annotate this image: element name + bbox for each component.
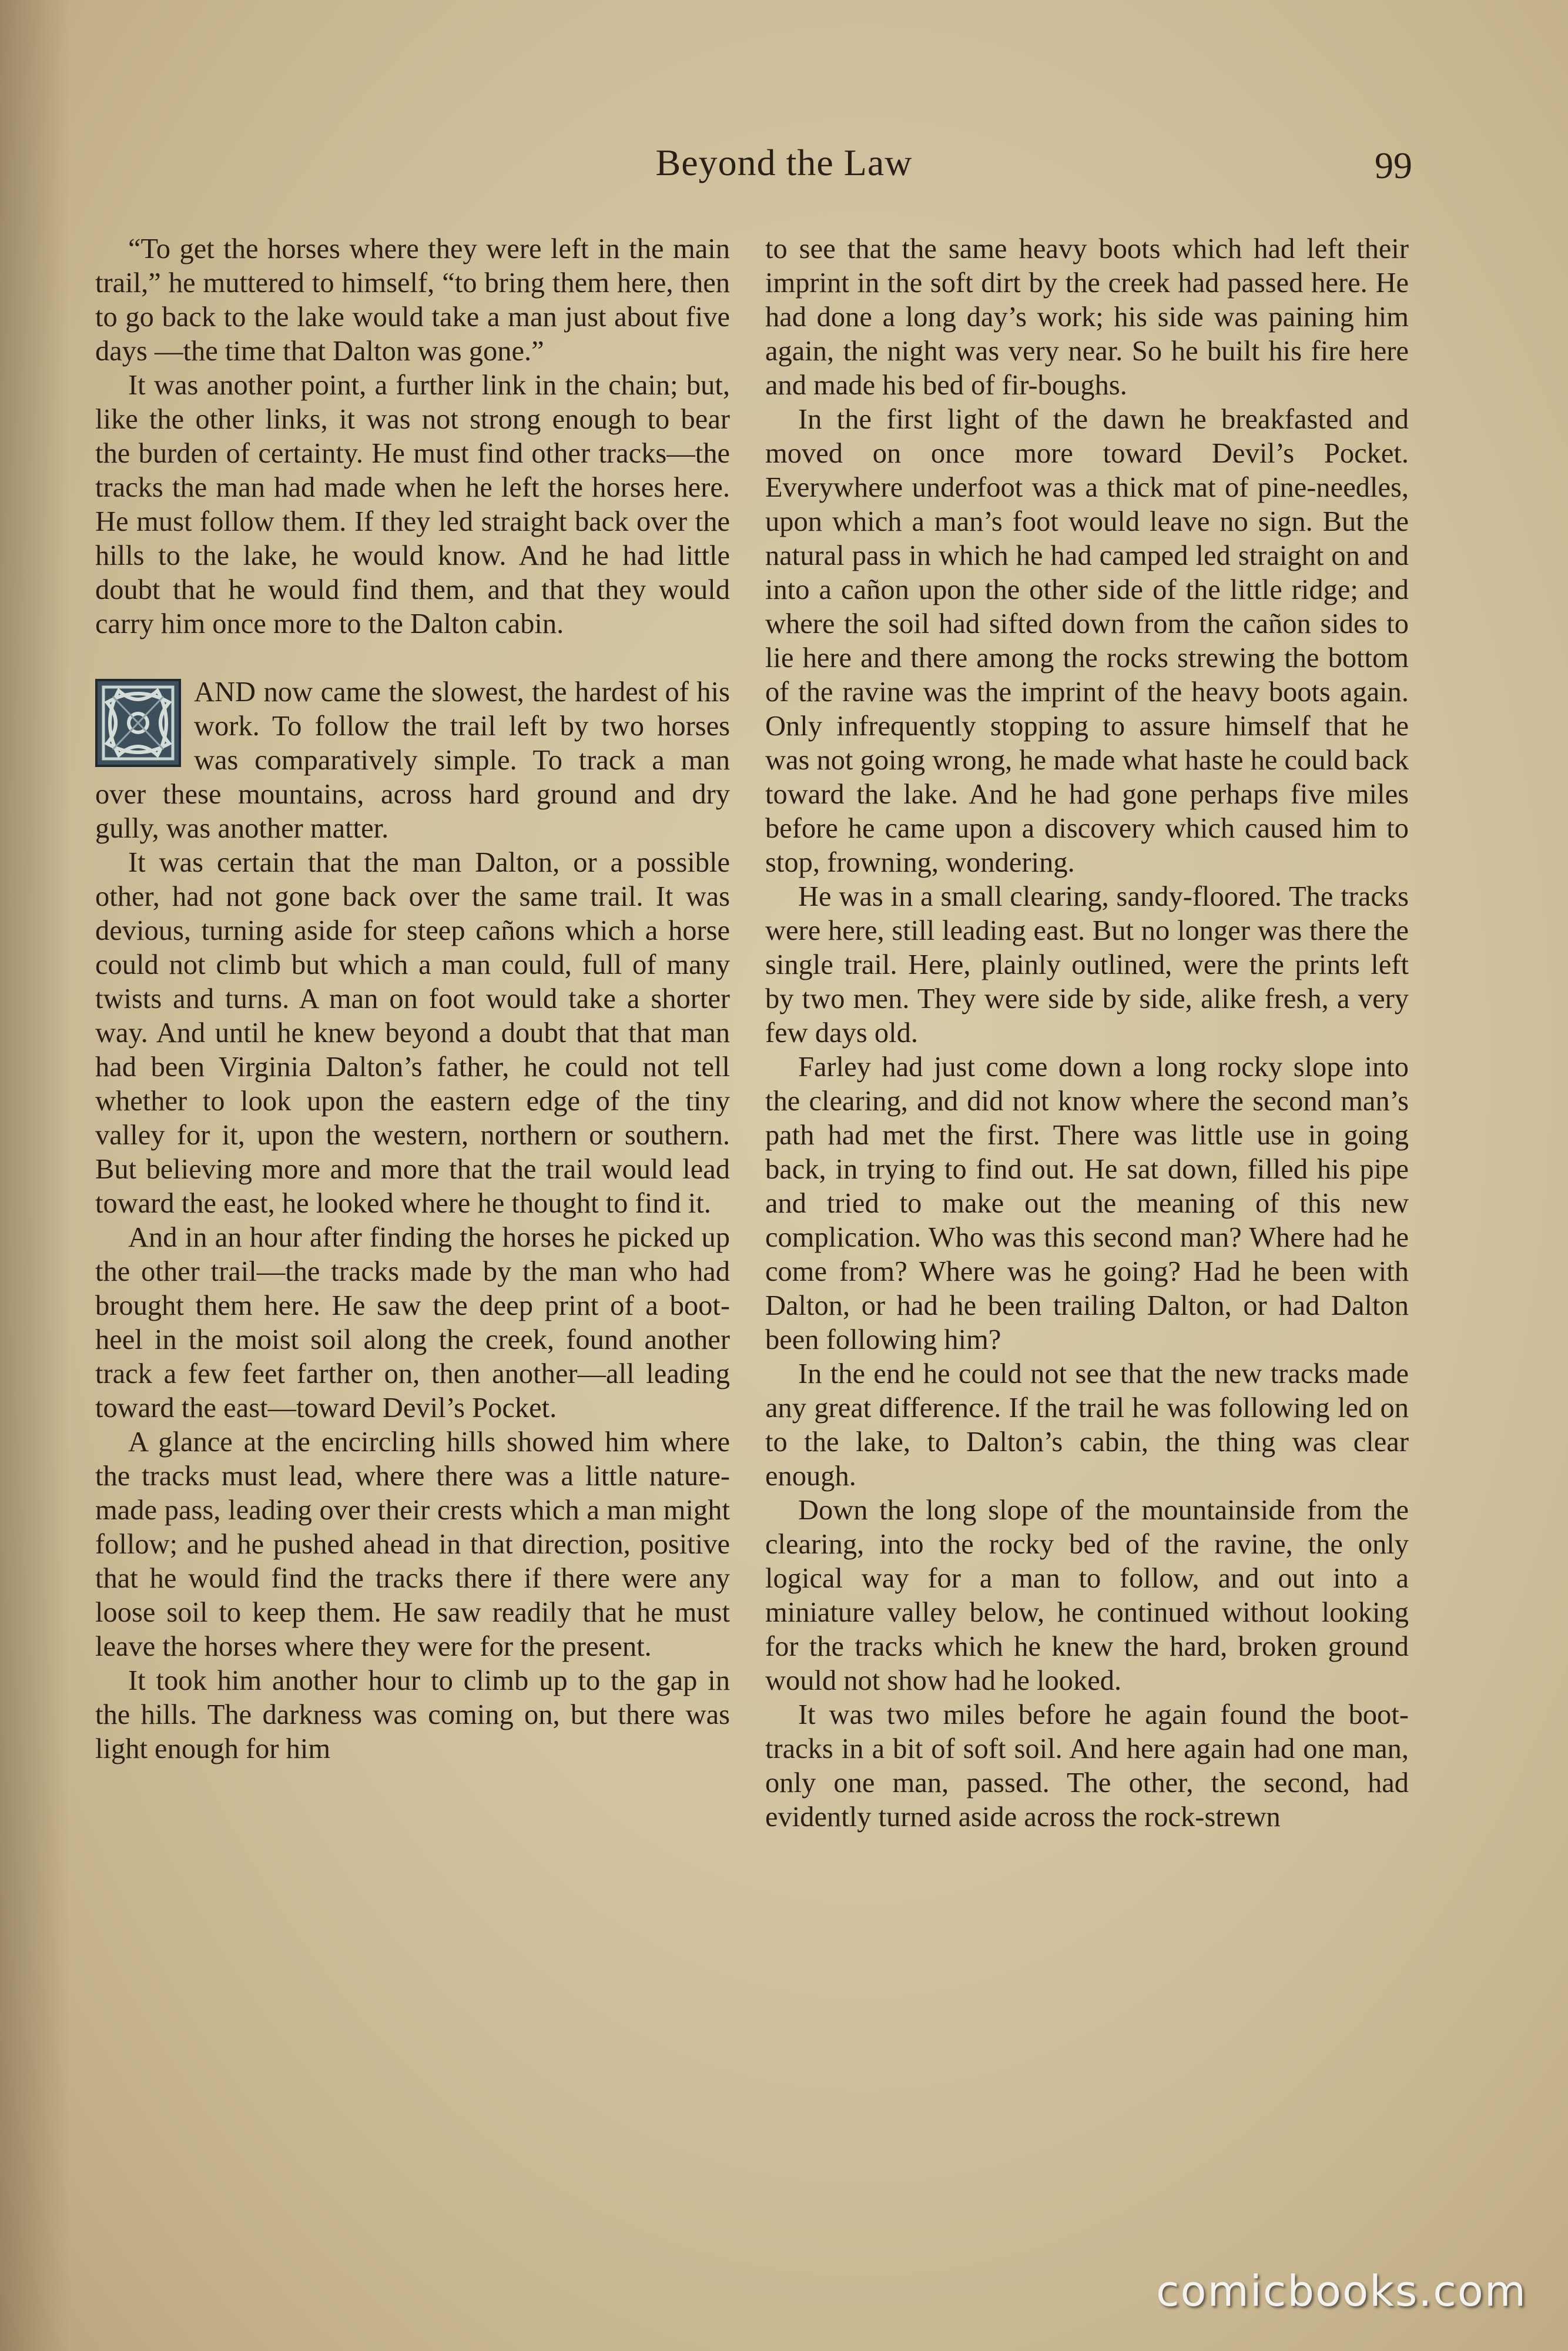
- paragraph-text: AND now came the slowest, the hardest of his work. To follow the trail left by two horses was comparatively simple. To track a man over these mountains, across hard ground and dry gully, was another matter.: [95, 677, 730, 844]
- left-column: [95, 232, 730, 1766]
- paragraph-continued: to see that the same heavy boots which had left their imprint in the soft dirt by the creek had passed here. He had done a long day’s work; his side was paining him again, the night was very near. So he built his fire here and made his bed of fir-boughs.: [765, 233, 1409, 401]
- paragraph: And in an hour after finding the horses he picked up the other trail—the tracks made by the man who had brought them here. He saw the deep print of a boot-heel in the moist soil along the creek, found another track a few feet farther on, then another—all leading toward the east—toward Devil’s Pocket.: [95, 1222, 730, 1424]
- paragraph: Farley had just come down a long rocky slope into the clearing, and did not know where the second man’s path had met the first. There was little use in going back, in trying to find out. He sat down, filled his pipe and tried to make out the meaning of this new complication. Who was this second man? Where had he come from? Where was he going? Had he been with Dalton, or had he been trailing Dalton, or had Dalton been following him?: [765, 1051, 1409, 1355]
- paragraph: Down the long slope of the mountainside from the clearing, into the rocky bed of the ravine, the only logical way for a man to follow, and out into a miniature valley below, he continued without looking for the tracks which he knew the hard, broken ground would not show had he looked.: [765, 1495, 1409, 1696]
- paragraph: “To get the horses where they were left in the main trail,” he muttered to himself, “to bring them here, then to go back to the lake would take a man just about five days —the time that Dalton was gone.”: [95, 233, 730, 367]
- paragraph: A glance at the encircling hills showed him where the tracks must lead, where there was a little nature-made pass, leading over their crests which a man might follow; and he pushed ahead in that direction, positive that he would find the tracks there if there were any loose soil to keep them. He saw readily that he must leave the horses where they were for the present.: [95, 1426, 730, 1662]
- page-number: 99: [1375, 145, 1412, 186]
- paragraph: It was two miles before he again found the boot-tracks in a bit of soft soil. And here again had one man, only one man, passed. The other, the second, had evidently turned aside across the rock-strewn: [765, 1699, 1409, 1833]
- celtic-knot-ornament-icon: [95, 679, 181, 767]
- paragraph: It took him another hour to climb up to the gap in the hills. The darkness was coming on, but there was light enough for him: [95, 1665, 730, 1764]
- spine-shadow: [0, 0, 71, 2351]
- section-start-paragraph: [95, 675, 730, 846]
- paragraph: It was another point, a further link in the chain; but, like the other links, it was not strong enough to bear the burden of certainty. He must find other tracks—the tracks the man had made when he left the horses here. He must follow them. If they led straight back over the hills to the lake, he would know. And he had little doubt that he would find them, and that they would carry him once more to the Dalton cabin.: [95, 370, 730, 639]
- watermark-logo: comicbooks.com: [1155, 2266, 1527, 2316]
- paragraph: It was certain that the man Dalton, or a possible other, had not gone back over the same trail. It was devious, turning aside for steep cañons which a horse could not climb but which a man could, full of many twists and turns. A man on foot would take a shorter way. And until he knew beyond a doubt that that man had been Virginia Dalton’s father, he could not tell whether to look upon the eastern edge of the tiny valley for it, upon the western, northern or southern. But believing more and more that the trail would lead toward the east, he looked where he thought to find it.: [95, 847, 730, 1219]
- running-title: Beyond the Law: [655, 142, 913, 183]
- paragraph: In the end he could not see that the new tracks made any great difference. If the trail he was following led on to the lake, to Dalton’s cabin, the thing was clear enough.: [765, 1358, 1409, 1492]
- paragraph: In the first light of the dawn he breakfasted and moved on once more toward Devil’s Pocket. Everywhere underfoot was a thick mat of pine-needles, upon which a man’s foot would leave no sign. But the natural pass in which he had camped led straight on and into a cañon upon the other side of the little ridge; and where the soil had sifted down from the cañon sides to lie here and there among the rocks strewing the bottom of the ravine was the imprint of the heavy boots again. Only infrequently stopping to assure himself that he was not going wrong, he made what haste he could back toward the lake. And he had gone perhaps five miles before he came upon a discovery which caused him to stop, frowning, wondering.: [765, 404, 1409, 878]
- right-column: [765, 232, 1409, 1834]
- paragraph: He was in a small clearing, sandy-floored. The tracks were here, still leading east. But no longer was there the single trail. Here, plainly outlined, were the prints left by two men. They were side by side, alike fresh, a very few days old.: [765, 881, 1409, 1049]
